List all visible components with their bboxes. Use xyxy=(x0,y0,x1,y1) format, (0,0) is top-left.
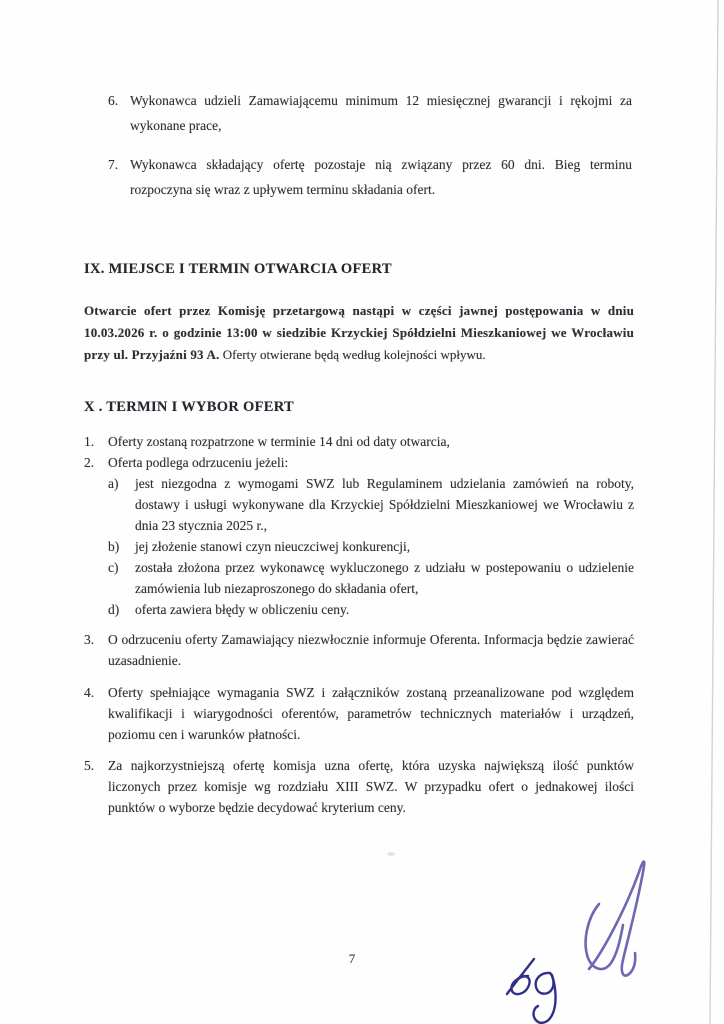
section-x-sublist xyxy=(108,473,634,620)
sublist-item-letter: d) xyxy=(108,602,120,617)
list-item-text: Oferty zostaną rozpatrzone w terminie 14 dni od daty otwarcia, xyxy=(108,434,450,449)
section-ix-paragraph-regular: Oferty otwierane będą według kolejności wpływu. xyxy=(219,347,486,362)
list-item-text: Wykonawca udzieli Zamawiającemu minimum 12 miesięcznej gwarancji i rękojmi za wykonane prace, xyxy=(130,93,632,133)
sublist-item-text: została złożona przez wykonawcę wykluczonego z udziału w postepowaniu o udzielenie zamówienia lub niezaproszonego do składania ofert, xyxy=(135,560,634,596)
list-item xyxy=(108,88,632,138)
signature-right-stroke-1 xyxy=(586,904,623,969)
list-item-number: 2. xyxy=(84,455,95,470)
list-item-text: Oferty spełniające wymagania SWZ i załączników zostaną przeanalizowane pod względem kwalifikacji i wiarygodności oferentów, parametrów technicznych materiałów i urządzeń, poziomu cen i warunków płatności. xyxy=(108,685,634,742)
list-item-text: O odrzuceniu oferty Zamawiający niezwłocznie informuje Oferenta. Informacja będzie zawierać uzasadnienie. xyxy=(108,632,634,668)
list-item xyxy=(84,452,634,473)
signature-left-stroke-2 xyxy=(511,976,529,994)
scan-smudge xyxy=(387,852,395,856)
sublist-item-letter: b) xyxy=(108,539,120,554)
sublist-item xyxy=(108,536,634,557)
list-general-terms xyxy=(108,88,632,202)
list-item-text: Za najkorzystniejszą ofertę komisja uzna ofertę, która uzyska największą ilość punktów liczonych przez komisje wg rozdziału XIII SWZ. W przypadku ofert o jednakowej ilości punktów o wyborze będzie decydować kryterium ceny. xyxy=(108,758,634,815)
sublist-item xyxy=(108,599,634,620)
list-item-text: Oferta podlega odrzuceniu jeżeli: xyxy=(108,455,289,470)
list-item-text: Wykonawca składający ofertę pozostaje nią związany przez 60 dni. Bieg terminu rozpoczyna się wraz z upływem terminu składania ofert. xyxy=(130,157,632,197)
signature-right-stroke-2 xyxy=(589,862,644,976)
section-ix-heading: IX. MIEJSCE I TERMIN OTWARCIA OFERT xyxy=(84,261,392,277)
section-x-heading: X . TERMIN I WYBOR OFERT xyxy=(84,399,294,415)
scan-edge-line xyxy=(710,0,718,1024)
sublist-item-text: jest niezgodna z wymogami SWZ lub Regulaminem udzielania zamówień na roboty, dostawy i usługi wykonywane dla Krzyckiej Spółdzielni Mieszkaniowej we Wrocławiu z dnia 23 stycznia 2025 r., xyxy=(135,476,634,533)
section-ix-paragraph xyxy=(84,300,634,366)
list-item-number: 7. xyxy=(108,157,119,172)
signature-right-icon xyxy=(586,862,645,976)
list-item-number: 4. xyxy=(84,685,95,700)
sublist-item xyxy=(108,557,634,599)
page-number: 7 xyxy=(348,951,356,966)
list-item xyxy=(108,152,632,202)
sublist-item-text: jej złożenie stanowi czyn nieuczciwej konkurencji, xyxy=(135,539,411,554)
list-item xyxy=(84,682,634,745)
list-item-number: 1. xyxy=(84,434,95,449)
list-item-number: 6. xyxy=(108,93,119,108)
signature-left-stroke-3 xyxy=(536,973,554,994)
list-item-number: 5. xyxy=(84,758,95,773)
signature-left-icon xyxy=(507,959,556,1023)
list-item xyxy=(84,629,634,671)
list-item xyxy=(84,755,634,818)
sublist-item xyxy=(108,473,634,536)
signature-left-stroke-1 xyxy=(507,959,534,994)
sublist-item-letter: a) xyxy=(108,476,119,491)
signature-left-stroke-4 xyxy=(534,975,556,1023)
section-x-list xyxy=(84,431,634,818)
list-item xyxy=(84,431,634,452)
section-ix-paragraph-bold: Otwarcie ofert przez Komisję przetargową nastąpi w części jawnej postępowania w dniu 10.03.2026 r. o godzinie 13:00 w siedzibie Krzyckiej Spółdzielni Mieszkaniowej we Wrocławiu przy ul. Przyjaźni 93 A. xyxy=(84,303,634,362)
sublist-item-letter: c) xyxy=(108,560,119,575)
sublist-item-text: oferta zawiera błędy w obliczeniu ceny. xyxy=(135,602,350,617)
list-item-number: 3. xyxy=(84,632,95,647)
